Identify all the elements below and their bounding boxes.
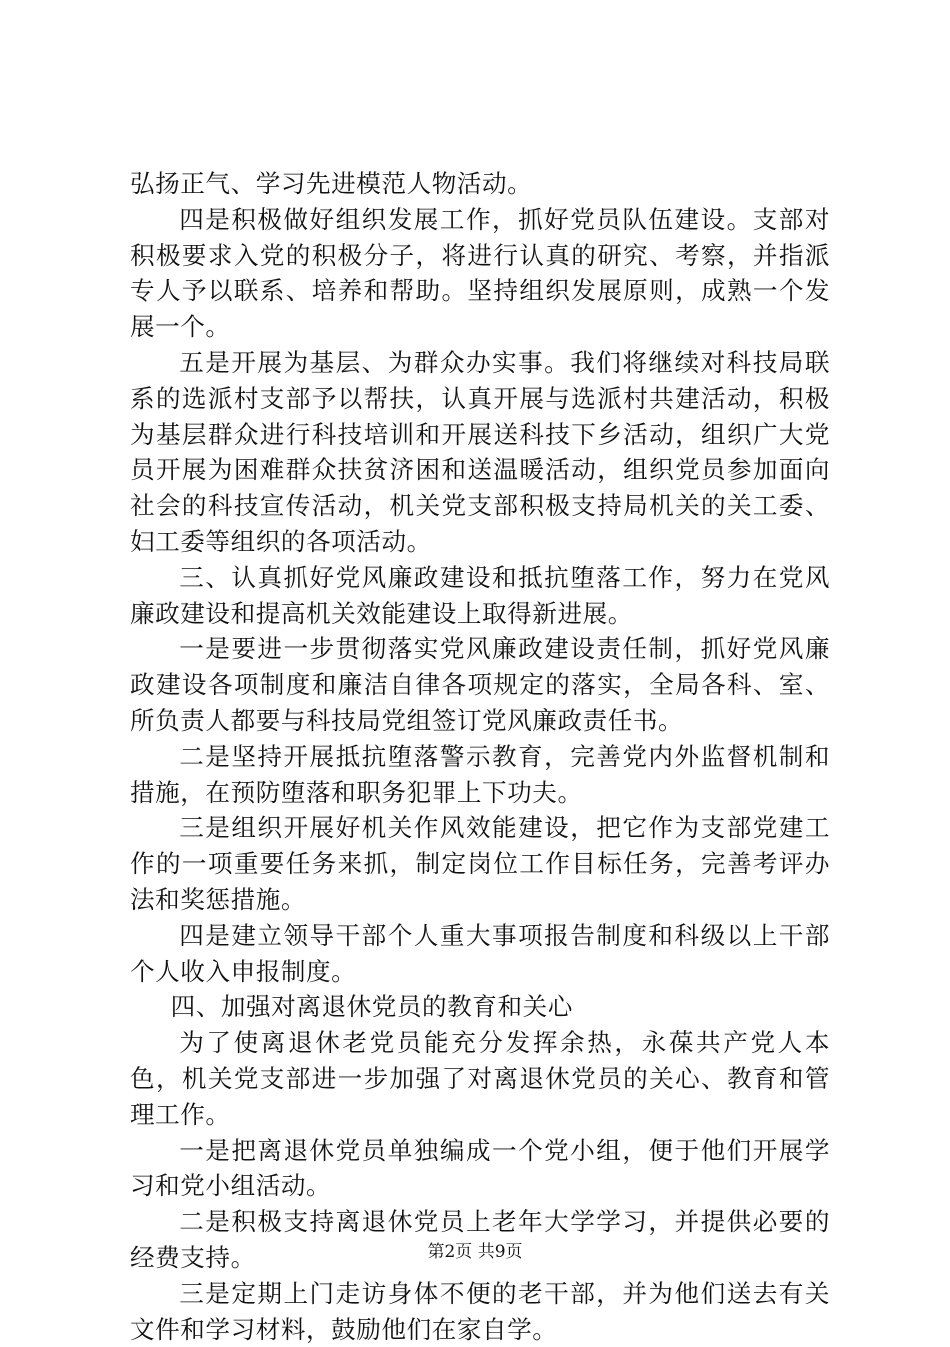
paragraph: 一是要进一步贯彻落实党风廉政建设责任制，抓好党风廉政建设各项制度和廉洁自律各项规定的落实，全局各科、室、所负责人都要与科技局党组签订党风廉政责任书。 [130,634,830,735]
paragraph: 为了使离退休老党员能充分发挥余热，永葆共产党人本色，机关党支部进一步加强了对离退休党员的关心、教育和管理工作。 [130,1028,830,1129]
paragraph: 二是积极支持离退休党员上老年大学学习，并提供必要的经费支持。 [130,1207,830,1272]
paragraph: 三是定期上门走访身体不便的老干部，并为他们送去有关文件和学习材料，鼓励他们在家自学。 [130,1278,830,1344]
paragraph: 四是积极做好组织发展工作，抓好党员队伍建设。支部对积极要求入党的积极分子，将进行认真的研究、考察，并指派专人予以联系、培养和帮助。坚持组织发展原则，成熟一个发展一个。 [130,204,830,342]
paragraph: 五是开展为基层、为群众办实事。我们将继续对科技局联系的选派村支部予以帮扶，认真开展与选派村共建活动，积极为基层群众进行科技培训和开展送科技下乡活动，组织广大党员开展为困难群众扶贫济困和送温暖活动，组织党员参加面向社会的科技宣传活动，机关党支部积极支持局机关的关工委、妇工委等组织的各项活动。 [130,347,830,556]
page-number-footer: 第2页 共9页 [427,1242,523,1262]
section-heading: 三、认真抓好党风廉政建设和抵抗堕落工作，努力在党风廉政建设和提高机关效能建设上取得新进展。 [130,562,830,628]
document-body [130,166,830,1347]
paragraph: 二是坚持开展抵抗堕落警示教育，完善党内外监督机制和措施，在预防堕落和职务犯罪上下功夫。 [130,741,830,807]
paragraph: 一是把离退休党员单独编成一个党小组，便于他们开展学习和党小组活动。 [130,1135,830,1201]
paragraph: 三是组织开展好机关作风效能建设，把它作为支部党建工作的一项重要任务来抓，制定岗位工作目标任务，完善考评办法和奖惩措施。 [130,813,830,914]
section-heading: 四、加强对离退休党员的教育和关心 [170,992,573,1022]
paragraph: 弘扬正气、学习先进模范人物活动。 [130,169,533,198]
paragraph: 四是建立领导干部个人重大事项报告制度和科级以上干部个人收入申报制度。 [130,920,830,986]
